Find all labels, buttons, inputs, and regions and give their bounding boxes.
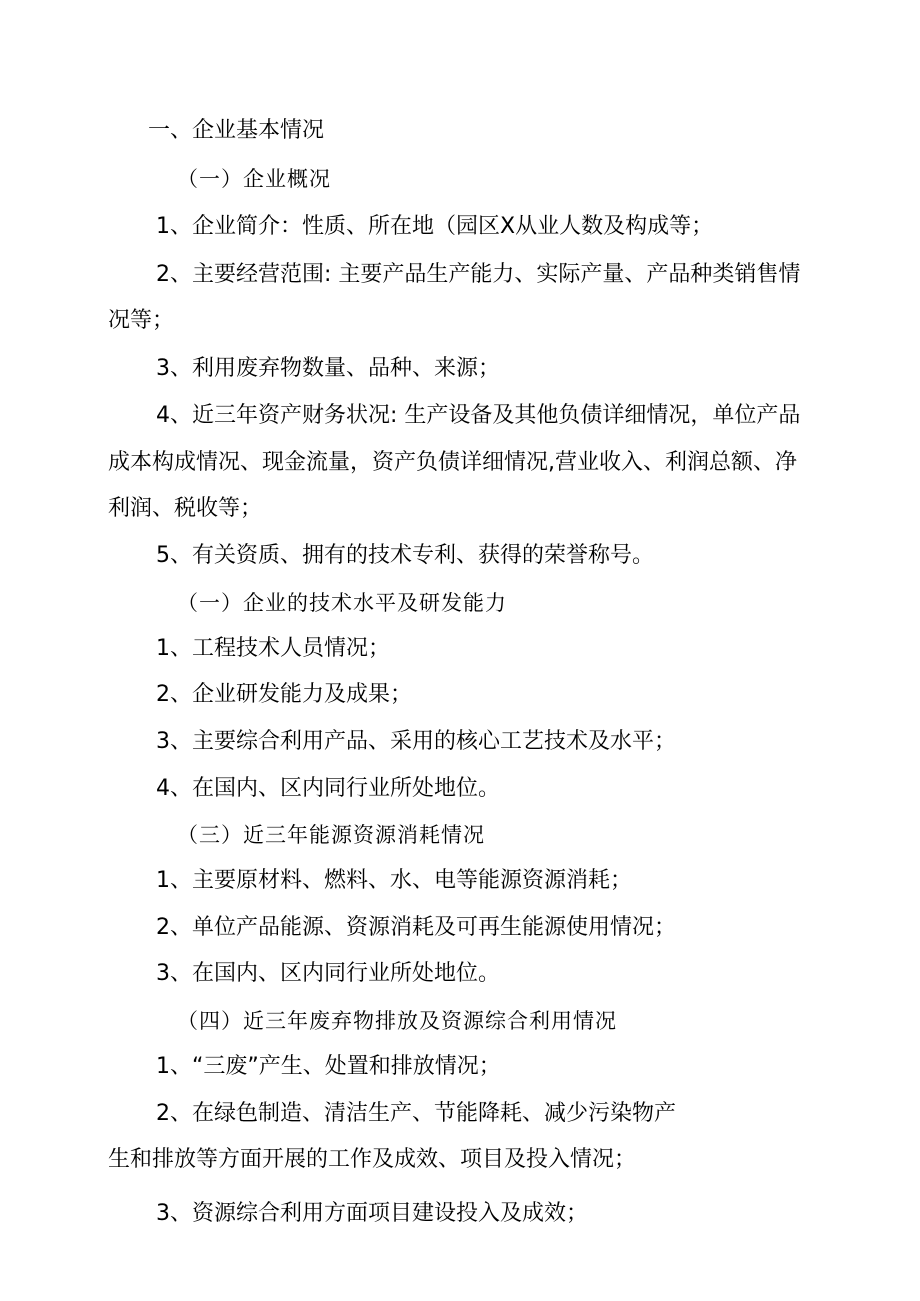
list-item: 4、在国内、区内同行业所处地位。 [156,776,500,801]
list-item-continuation: 利润、税收等； [108,496,263,521]
list-item: 1、企业简介：性质、所在地（园区X从业人数及构成等； [156,214,714,239]
list-item: 4、近三年资产财务状况: 生产设备及其他负债详细情况，单位产品 [156,403,801,428]
list-item: 1、“三废”产生、处置和排放情况； [156,1054,501,1079]
list-item-continuation: 成本构成情况、现金流量，资产负债详细情况,营业收入、利润总额、净 [108,450,797,475]
section-title: （三）近三年能源资源消耗情况 [177,823,485,847]
section-title: （一）企业的技术水平及研发能力 [177,591,507,615]
list-item-continuation: 生和排放等方面开展的工作及成效、项目及投入情况； [108,1147,637,1172]
document-heading: 一、企业基本情况 [148,118,325,143]
list-item: 1、工程技术人员情况； [156,636,390,661]
list-item: 2、在绿色制造、清洁生产、节能降耗、减少污染物产 [156,1101,676,1126]
list-item: 3、在国内、区内同行业所处地位。 [156,961,500,986]
list-item-continuation: 况等； [108,308,175,333]
list-item: 5、有关资质、拥有的技术专利、获得的荣誉称号。 [156,543,654,568]
list-item: 3、主要综合利用产品、采用的核心工艺技术及水平； [156,729,676,754]
list-item: 3、资源综合利用方面项目建设投入及成效； [156,1201,588,1226]
section-title: （四）近三年废弃物排放及资源综合利用情况 [177,1009,617,1033]
list-item: 2、企业研发能力及成果； [156,682,412,707]
list-item: 2、单位产品能源、资源消耗及可再生能源使用情况； [156,915,676,940]
section-title: （一）企业概况 [177,167,331,191]
list-item: 2、主要经营范围: 主要产品生产能力、实际产量、产品种类销售情 [156,262,801,287]
list-item: 3、利用废弃物数量、品种、来源； [156,356,500,381]
list-item: 1、主要原材料、燃料、水、电等能源资源消耗； [156,868,632,893]
